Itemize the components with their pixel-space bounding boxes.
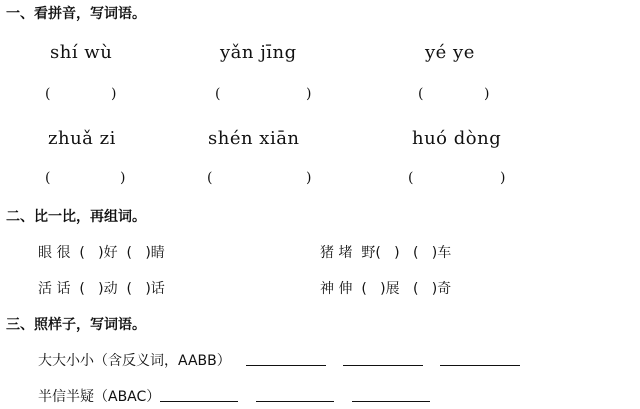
answer-line[interactable] — [352, 401, 430, 402]
pinyin-huo-dong: huó dòng — [412, 128, 502, 149]
answer-paren-close: ) — [111, 86, 117, 102]
answer-paren-open: ( — [45, 170, 51, 186]
compare-row-2-right: 神 伸 ( )展 ( )奇 — [320, 281, 452, 297]
compare-row-1-left: 眼 很 ( )好 ( )睛 — [38, 245, 165, 261]
compare-row-1-right: 猪 堵 野( ) ( )车 — [320, 245, 452, 261]
answer-paren-close: ) — [500, 170, 506, 186]
pinyin-shen-xian: shén xiān — [208, 128, 300, 149]
pinyin-yan-jing: yǎn jīng — [220, 42, 297, 63]
answer-paren-open: ( — [215, 86, 221, 102]
answer-paren-open: ( — [207, 170, 213, 186]
answer-paren-close: ) — [306, 170, 312, 186]
pinyin-zhua-zi: zhuǎ zi — [48, 128, 116, 149]
answer-paren-open: ( — [45, 86, 51, 102]
compare-row-2-left: 活 话 ( )动 ( )话 — [38, 281, 165, 297]
answer-line[interactable] — [343, 365, 423, 366]
answer-paren-open: ( — [408, 170, 414, 186]
answer-line[interactable] — [440, 365, 520, 366]
answer-line[interactable] — [246, 365, 326, 366]
answer-line[interactable] — [256, 401, 334, 402]
answer-line[interactable] — [160, 401, 238, 402]
example-label-aabb: 大大小小（含反义词，AABB） — [38, 353, 231, 369]
section2-title: 二、比一比，再组词。 — [6, 209, 146, 225]
answer-paren-close: ) — [484, 86, 490, 102]
example-label-abac: 半信半疑（ABAC） — [38, 389, 161, 405]
section3-title: 三、照样子，写词语。 — [6, 317, 146, 333]
pinyin-shi-wu: shí wù — [50, 42, 113, 63]
answer-paren-close: ) — [306, 86, 312, 102]
pinyin-ye-ye: yé ye — [425, 42, 475, 63]
section1-title: 一、看拼音，写词语。 — [6, 6, 146, 22]
answer-paren-open: ( — [418, 86, 424, 102]
answer-paren-close: ) — [120, 170, 126, 186]
